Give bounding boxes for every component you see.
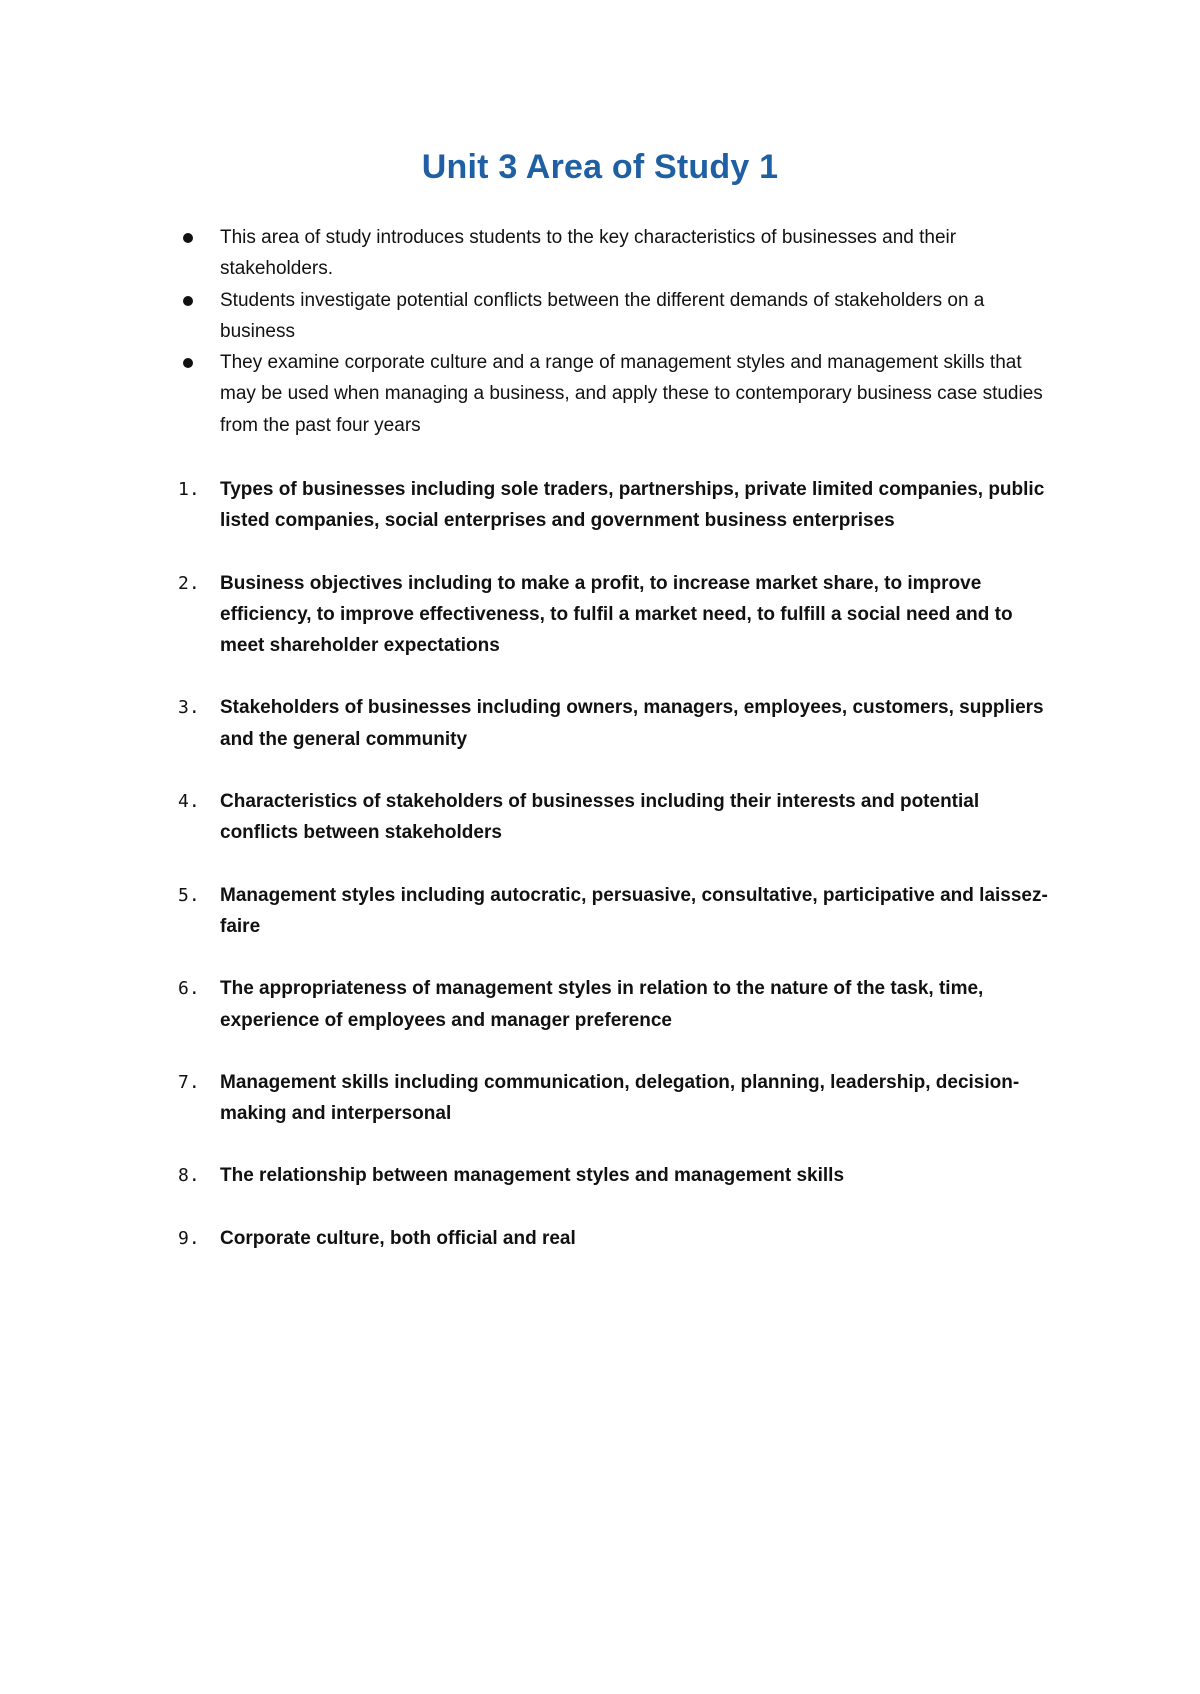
list-item-text: Corporate culture, both official and real	[220, 1227, 576, 1249]
list-item-number: 1.	[178, 479, 200, 500]
list-item	[178, 568, 1058, 662]
list-item-text: Stakeholders of businesses including owners, managers, employees, customers, suppliers and the general community	[220, 697, 1044, 750]
list-item-number: 8.	[178, 1165, 200, 1187]
list-item-number: 7.	[178, 1071, 200, 1093]
list-item-text: Management skills including communication, delegation, planning, leadership, decision-making and interpersonal	[220, 1071, 1020, 1125]
bullet-item	[178, 347, 1058, 441]
list-item	[178, 880, 1058, 943]
bullet-text: Students investigate potential conflicts between the different demands of stakeholders on a business	[220, 289, 985, 342]
bullet-item	[178, 222, 1058, 285]
list-item	[178, 1223, 1058, 1254]
study-points-list	[178, 474, 1058, 1285]
list-item	[178, 692, 1058, 755]
page-title: Unit 3 Area of Study 1	[421, 148, 779, 186]
list-item-number: 4.	[178, 791, 200, 813]
list-item-text: Types of businesses including sole traders, partnerships, private limited companies, public listed companies, social enterprises and government business enterprises	[220, 479, 1045, 532]
list-item-number: 6.	[178, 978, 200, 1000]
bullet-text: They examine corporate culture and a range of management styles and management skills that may be used when managing a business, and apply these to contemporary business case studies from the past four years	[220, 352, 1043, 436]
intro-bullet-list	[178, 222, 1058, 441]
bullet-icon	[183, 296, 193, 306]
list-item-text: Management styles including autocratic, persuasive, consultative, participative and laissez-faire	[220, 884, 1048, 937]
bullet-icon	[183, 358, 193, 368]
bullet-text: This area of study introduces students to the key characteristics of businesses and their stakeholders.	[220, 227, 957, 280]
list-item-text: The appropriateness of management styles in relation to the nature of the task, time, experience of employees and manager preference	[220, 978, 984, 1031]
list-item-text: Characteristics of stakeholders of businesses including their interests and potential conflicts between stakeholders	[220, 791, 980, 844]
list-item	[178, 973, 1058, 1036]
list-item	[178, 474, 1058, 537]
bullet-item	[178, 285, 1058, 348]
list-item-number: 3.	[178, 697, 200, 719]
list-item-number: 2.	[178, 572, 200, 594]
list-item	[178, 786, 1058, 849]
list-item-number: 9.	[178, 1227, 200, 1249]
list-item	[178, 1067, 1058, 1130]
list-item-number: 5.	[178, 884, 200, 906]
list-item-text: The relationship between management styles and management skills	[220, 1165, 845, 1187]
list-item-text: Business objectives including to make a profit, to increase market share, to improve efficiency, to improve effectiveness, to fulfil a market need, to fulfill a social need and to meet shareholder expectations	[220, 572, 1013, 657]
bullet-icon	[183, 233, 193, 243]
list-item	[178, 1160, 1058, 1191]
